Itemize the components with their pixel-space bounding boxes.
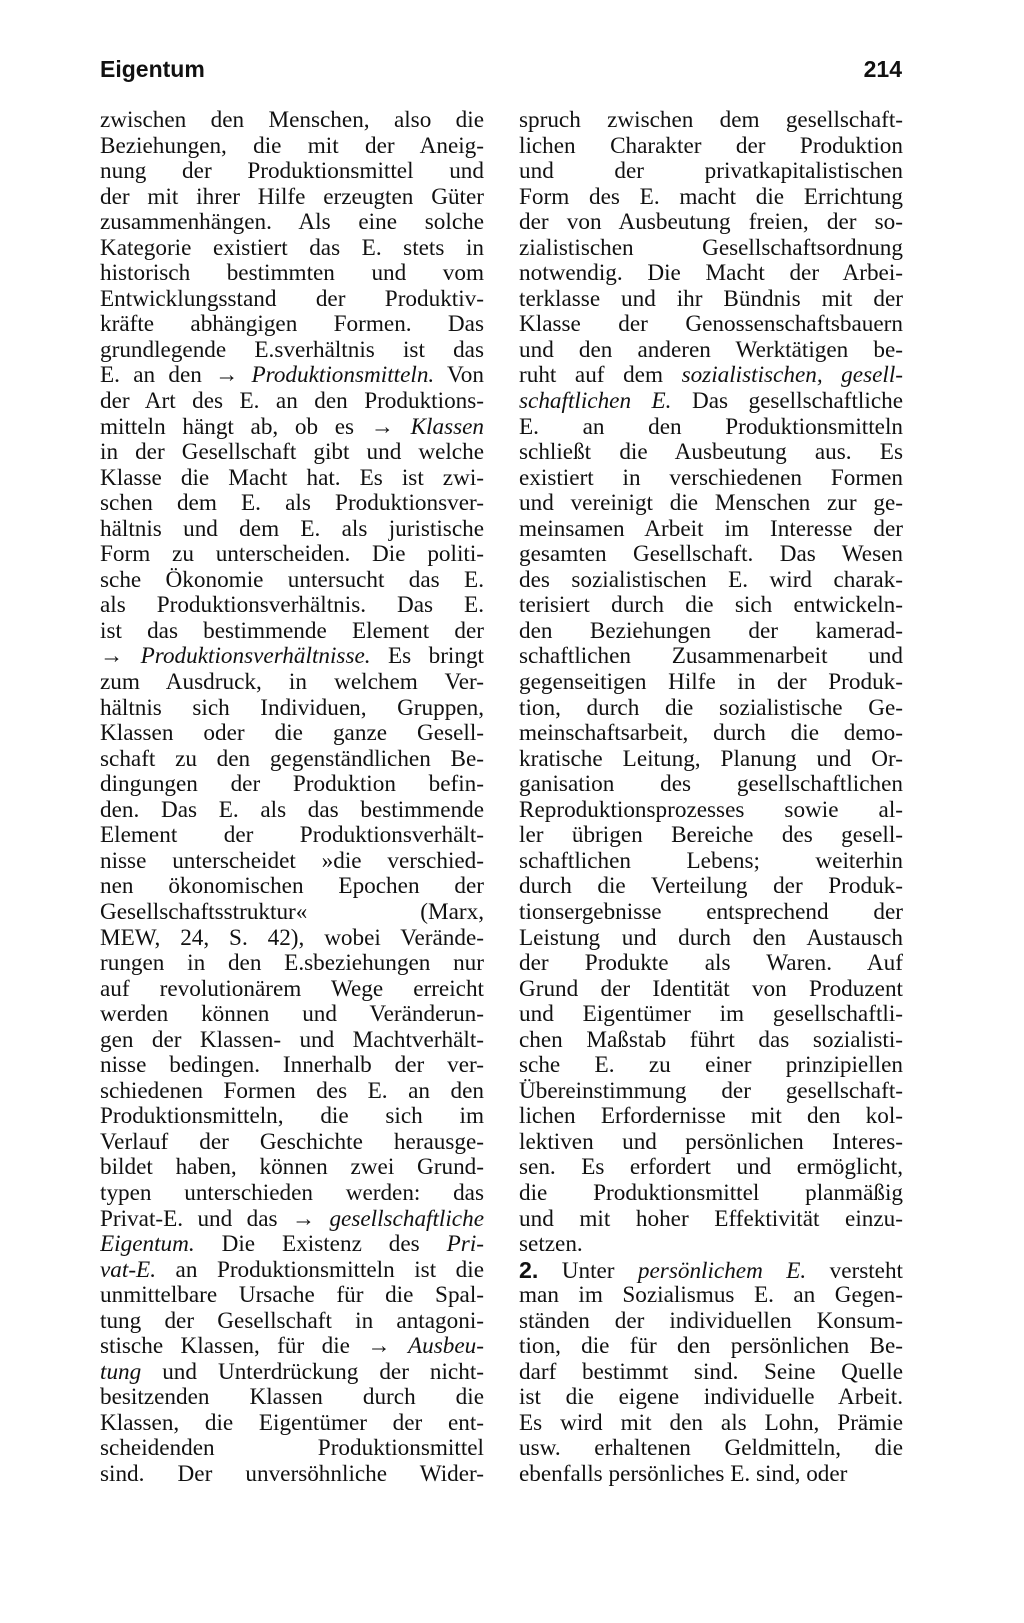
text-line [100, 772, 484, 798]
text-line [519, 696, 903, 722]
text-line [100, 1028, 484, 1054]
text-run: Leistung und durch den Austausch [519, 925, 903, 951]
text-run: tion, die für den persönlichen Be- [519, 1334, 903, 1360]
text-run: ständen der individuellen Konsum- [519, 1308, 903, 1334]
text-line [519, 593, 903, 619]
text-run: Form des E. macht die Errichtung [519, 184, 903, 210]
text-line [100, 338, 484, 364]
text-run: auf revolutionärem Wege erreicht [100, 976, 484, 1002]
text-run: und mit hoher Effektivität einzu- [519, 1206, 903, 1232]
text-line [519, 874, 903, 900]
text-line [100, 185, 484, 211]
text-line [519, 236, 903, 262]
text-run: E. an den Produktionsmitteln [519, 414, 903, 440]
text-line [519, 670, 903, 696]
text-run: tionsergebnisse entsprechend der [519, 899, 903, 925]
text-line [100, 415, 484, 441]
text-line [519, 849, 903, 875]
entry-title: Eigentum [100, 56, 205, 82]
text-run: ist das bestimmende Element der [100, 618, 484, 644]
italic-term: Eigentum. [100, 1232, 195, 1258]
text-run: scheidenden Produktionsmittel [100, 1436, 484, 1462]
text-run: terklasse und ihr Bündnis mit der [519, 286, 903, 312]
text-run: setzen. [519, 1232, 583, 1258]
text-run: Klassen, die Eigentümer der ent- [100, 1410, 484, 1436]
text-line [100, 466, 484, 492]
text-line [519, 287, 903, 313]
text-line [519, 798, 903, 824]
text-run: sche E. zu einer prinzipiellen [519, 1053, 903, 1079]
italic-term: Pri- [446, 1232, 484, 1258]
text-line [519, 1079, 903, 1105]
text-run: meinsamen Arbeit im Interesse der [519, 516, 903, 542]
text-line [519, 568, 903, 594]
text-line [100, 1436, 484, 1462]
text-line [100, 261, 484, 287]
text-line [519, 1053, 903, 1079]
text-line [519, 210, 903, 236]
text-line [100, 951, 484, 977]
text-run: hältnis und dem E. als juristische [100, 516, 484, 542]
text-line [519, 134, 903, 160]
text-run: der Produkte als Waren. Auf [519, 951, 903, 977]
text-run: Die Existenz des [194, 1232, 447, 1258]
text-line [100, 389, 484, 415]
text-line [100, 1232, 484, 1258]
text-line [519, 466, 903, 492]
text-line [100, 1385, 484, 1411]
text-run: zwischen den Menschen, also die [100, 108, 484, 133]
text-line [519, 440, 903, 466]
text-line [100, 1181, 484, 1207]
text-line [519, 644, 903, 670]
italic-term: sozialistischen, gesell- [681, 363, 903, 389]
text-run: man im Sozialismus E. an Gegen- [519, 1283, 903, 1309]
text-line [100, 108, 484, 134]
text-run: terisiert durch die sich entwickeln- [519, 593, 903, 619]
text-run: lichen Charakter der Produktion [519, 133, 903, 159]
text-run: lektiven und persönlichen Interes- [519, 1129, 903, 1155]
text-line [100, 1283, 484, 1309]
text-run: dingungen der Produktion befin- [100, 772, 484, 798]
text-line [519, 1181, 903, 1207]
text-line [519, 951, 903, 977]
text-run: unmittelbare Ursache für die Spal- [100, 1283, 484, 1309]
text-line [100, 517, 484, 543]
text-run: Unter [538, 1257, 638, 1284]
text-run: des sozialistischen E. wird charak- [519, 567, 903, 593]
italic-term: vat-E. [100, 1257, 157, 1283]
text-line [100, 210, 484, 236]
text-line [519, 823, 903, 849]
text-run: ist die eigene individuelle Arbeit. [519, 1385, 903, 1411]
text-line [100, 798, 484, 824]
text-line [100, 874, 484, 900]
text-line [100, 1334, 484, 1360]
text-line [519, 491, 903, 517]
text-line [100, 1002, 484, 1028]
text-run: Es bringt [370, 644, 484, 670]
text-run: mitteln hängt ab, ob es → [100, 414, 411, 440]
text-run: gegenseitigen Hilfe in der Produk- [519, 670, 903, 696]
text-line [100, 542, 484, 568]
text-line [100, 1130, 484, 1156]
page-header [100, 56, 902, 92]
text-run: sen. Es erfordert und ermöglicht, [519, 1155, 903, 1181]
text-run: Form zu unterscheiden. Die politi- [100, 542, 484, 568]
text-line [100, 1360, 484, 1386]
text-run: usw. erhaltenen Geldmitteln, die [519, 1436, 903, 1462]
text-run: meinschaftsarbeit, durch die demo- [519, 721, 903, 747]
right-text-column [519, 108, 903, 1488]
text-line [519, 542, 903, 568]
text-line [519, 747, 903, 773]
text-run: sind. Der unversöhnliche Wider- [100, 1461, 484, 1487]
text-run: werden können und Veränderun- [100, 1002, 484, 1028]
text-line [100, 568, 484, 594]
left-text-column [100, 108, 484, 1488]
text-run: schiedenen Formen des E. an den [100, 1078, 484, 1104]
text-line [100, 721, 484, 747]
text-run: lichen Erfordernisse mit den kol- [519, 1104, 903, 1130]
text-line [100, 236, 484, 262]
text-run: zialistischen Gesellschaftsordnung [519, 235, 903, 261]
text-line [519, 261, 903, 287]
text-run: → [100, 644, 141, 670]
text-run: zusammenhängen. Als eine solche [100, 210, 484, 236]
text-line [100, 977, 484, 1003]
text-run: bildet haben, können zwei Grund- [100, 1155, 484, 1181]
text-run: darf bestimmt sind. Seine Quelle [519, 1359, 903, 1385]
text-run: Gesellschaftsstruktur« (Marx, [100, 899, 484, 925]
text-line [100, 312, 484, 338]
text-run: Privat-E. und das → [100, 1206, 330, 1232]
text-run: sche Ökonomie untersucht das E. [100, 567, 484, 593]
text-line [100, 287, 484, 313]
text-run: der Art des E. an den Produktions- [100, 389, 484, 415]
text-line [519, 977, 903, 1003]
text-run: hältnis sich Individuen, Gruppen, [100, 695, 484, 721]
text-run: schen dem E. als Produktionsver- [100, 491, 484, 517]
italic-term: Klassen [410, 414, 484, 440]
text-line [100, 619, 484, 645]
text-run: schließt die Ausbeutung aus. Es [519, 440, 903, 466]
text-run: die Produktionsmittel planmäßig [519, 1180, 903, 1206]
text-line [100, 440, 484, 466]
text-run: schaftlichen Lebens; weiterhin [519, 848, 903, 874]
text-run: Produktionsmitteln, die sich im [100, 1104, 484, 1130]
text-line [100, 363, 484, 389]
text-line [519, 108, 903, 134]
text-line [100, 593, 484, 619]
text-line [100, 644, 484, 670]
text-run: MEW, 24, S. 42), wobei Verände- [100, 925, 484, 951]
text-line [100, 1155, 484, 1181]
text-run: nung der Produktionsmittel und [100, 159, 484, 185]
text-line [519, 1462, 903, 1488]
text-line [100, 823, 484, 849]
text-line [100, 926, 484, 952]
text-run: der mit ihrer Hilfe erzeugten Güter [100, 184, 484, 210]
text-line [519, 926, 903, 952]
italic-term: Produktionsmitteln. [251, 363, 435, 389]
text-run: und Eigentümer im gesellschaftli- [519, 1002, 903, 1028]
text-line [100, 1309, 484, 1335]
text-run: kratische Leitung, Planung und Or- [519, 746, 903, 772]
text-run: Klassen oder die ganze Gesell- [100, 721, 484, 747]
text-line [519, 185, 903, 211]
text-run: Übereinstimmung der gesellschaft- [519, 1078, 903, 1104]
text-run: Beziehungen, die mit der Aneig- [100, 133, 484, 159]
text-line [519, 1309, 903, 1335]
text-line [100, 134, 484, 160]
text-line [100, 696, 484, 722]
text-line [100, 747, 484, 773]
italic-term: Ausbeu- [408, 1334, 484, 1360]
italic-term: persönlichem E. [637, 1257, 807, 1284]
text-run: den. Das E. als das bestimmende [100, 797, 484, 823]
text-line [100, 1079, 484, 1105]
text-run: und Unterdrückung der nicht- [141, 1359, 484, 1385]
text-line [519, 389, 903, 415]
text-line [519, 1155, 903, 1181]
text-run: gen der Klassen- und Machtverhält- [100, 1027, 484, 1053]
text-line [100, 159, 484, 185]
text-run: tung der Gesellschaft in antagoni- [100, 1308, 484, 1334]
text-line [519, 1283, 903, 1309]
text-run: typen unterschieden werden: das [100, 1180, 484, 1206]
text-line [519, 338, 903, 364]
text-run: historisch bestimmten und vom [100, 261, 484, 287]
text-run: und den anderen Werktätigen be- [519, 337, 903, 363]
italic-term: Produktionsverhältnisse. [140, 644, 371, 670]
text-run: den Beziehungen der kamerad- [519, 618, 903, 644]
text-line [519, 517, 903, 543]
text-run: notwendig. Die Macht der Arbei- [519, 261, 903, 287]
text-run: Grund der Identität von Produzent [519, 976, 903, 1002]
text-line [100, 1411, 484, 1437]
text-run: ruht auf dem [519, 363, 682, 389]
text-line [100, 1462, 484, 1488]
text-line [100, 491, 484, 517]
text-run: Klasse die Macht hat. Es ist zwi- [100, 465, 484, 491]
text-run: besitzenden Klassen durch die [100, 1385, 484, 1411]
text-line [519, 159, 903, 185]
italic-term: gesellschaftliche [329, 1206, 484, 1232]
text-line [519, 363, 903, 389]
text-run: Entwicklungsstand der Produktiv- [100, 286, 484, 312]
text-run: und der privatkapitalistischen [519, 159, 903, 185]
text-run: existiert in verschiedenen Formen [519, 465, 903, 491]
text-run: Es wird mit den als Lohn, Prämie [519, 1410, 903, 1436]
text-run: Element der Produktionsverhält- [100, 823, 484, 849]
text-run: rungen in den E.sbeziehungen nur [100, 951, 484, 977]
text-line [100, 1207, 484, 1233]
text-run: chen Maßstab führt das sozialisti- [519, 1027, 903, 1053]
text-run: durch die Verteilung der Produk- [519, 874, 903, 900]
text-line [100, 1104, 484, 1130]
text-line [100, 1258, 484, 1284]
text-run: Von [434, 363, 484, 389]
text-line [519, 1232, 903, 1258]
text-run: ganisation des gesellschaftlichen [519, 772, 903, 798]
italic-term: tung [100, 1359, 142, 1385]
text-run: schaft zu den gegenständlichen Be- [100, 746, 484, 772]
text-run: spruch zwischen dem gesellschaft- [519, 108, 903, 133]
text-run: grundlegende E.sverhältnis ist das [100, 337, 484, 363]
text-run: Das gesellschaftliche [671, 389, 903, 415]
text-line [100, 900, 484, 926]
text-run: E. an den → [100, 363, 252, 389]
text-run: versteht [806, 1257, 903, 1284]
text-line [519, 1207, 903, 1233]
text-line [519, 772, 903, 798]
text-line [100, 670, 484, 696]
text-run: Kategorie existiert das E. stets in [100, 235, 484, 261]
text-line [519, 1334, 903, 1360]
italic-term: schaftlichen E. [519, 389, 672, 415]
text-line [519, 1104, 903, 1130]
text-run: als Produktionsverhältnis. Das E. [100, 593, 484, 619]
text-run: in der Gesellschaft gibt und welche [100, 440, 484, 466]
text-line [519, 1028, 903, 1054]
text-line [519, 1385, 903, 1411]
section-number: 2. [519, 1257, 539, 1283]
text-line [519, 1130, 903, 1156]
text-run: gesamten Gesellschaft. Das Wesen [519, 542, 903, 568]
text-line [100, 849, 484, 875]
text-run: Reproduktionsprozesses sowie al- [519, 797, 903, 823]
text-run: kräfte abhängigen Formen. Das [100, 312, 484, 338]
text-run: und vereinigt die Menschen zur ge- [519, 491, 903, 517]
text-run: der von Ausbeutung freien, der so- [519, 210, 903, 236]
text-run: nen ökonomischen Epochen der [100, 874, 484, 900]
text-line [519, 1258, 903, 1284]
page-number: 214 [863, 56, 902, 82]
text-run: zum Ausdruck, in welchem Ver- [100, 670, 484, 696]
text-line [100, 1053, 484, 1079]
text-run: nisse bedingen. Innerhalb der ver- [100, 1053, 484, 1079]
text-run: nisse unterscheidet »die verschied- [100, 848, 484, 874]
text-line [519, 1436, 903, 1462]
text-line [519, 312, 903, 338]
text-run: stische Klassen, für die → [100, 1334, 409, 1360]
text-run: Klasse der Genossenschaftsbauern [519, 312, 903, 338]
text-line [519, 619, 903, 645]
text-line [519, 1360, 903, 1386]
text-run: ebenfalls persönliches E. sind, oder [519, 1461, 848, 1487]
text-line [519, 1002, 903, 1028]
text-run: an Produktionsmitteln ist die [156, 1257, 484, 1283]
text-line [519, 1411, 903, 1437]
text-line [519, 900, 903, 926]
text-line [519, 721, 903, 747]
text-run: ler übrigen Bereiche des gesell- [519, 823, 903, 849]
text-run: tion, durch die sozialistische Ge- [519, 695, 903, 721]
text-run: schaftlichen Zusammenarbeit und [519, 644, 903, 670]
text-line [519, 415, 903, 441]
text-run: Verlauf der Geschichte herausge- [100, 1129, 484, 1155]
